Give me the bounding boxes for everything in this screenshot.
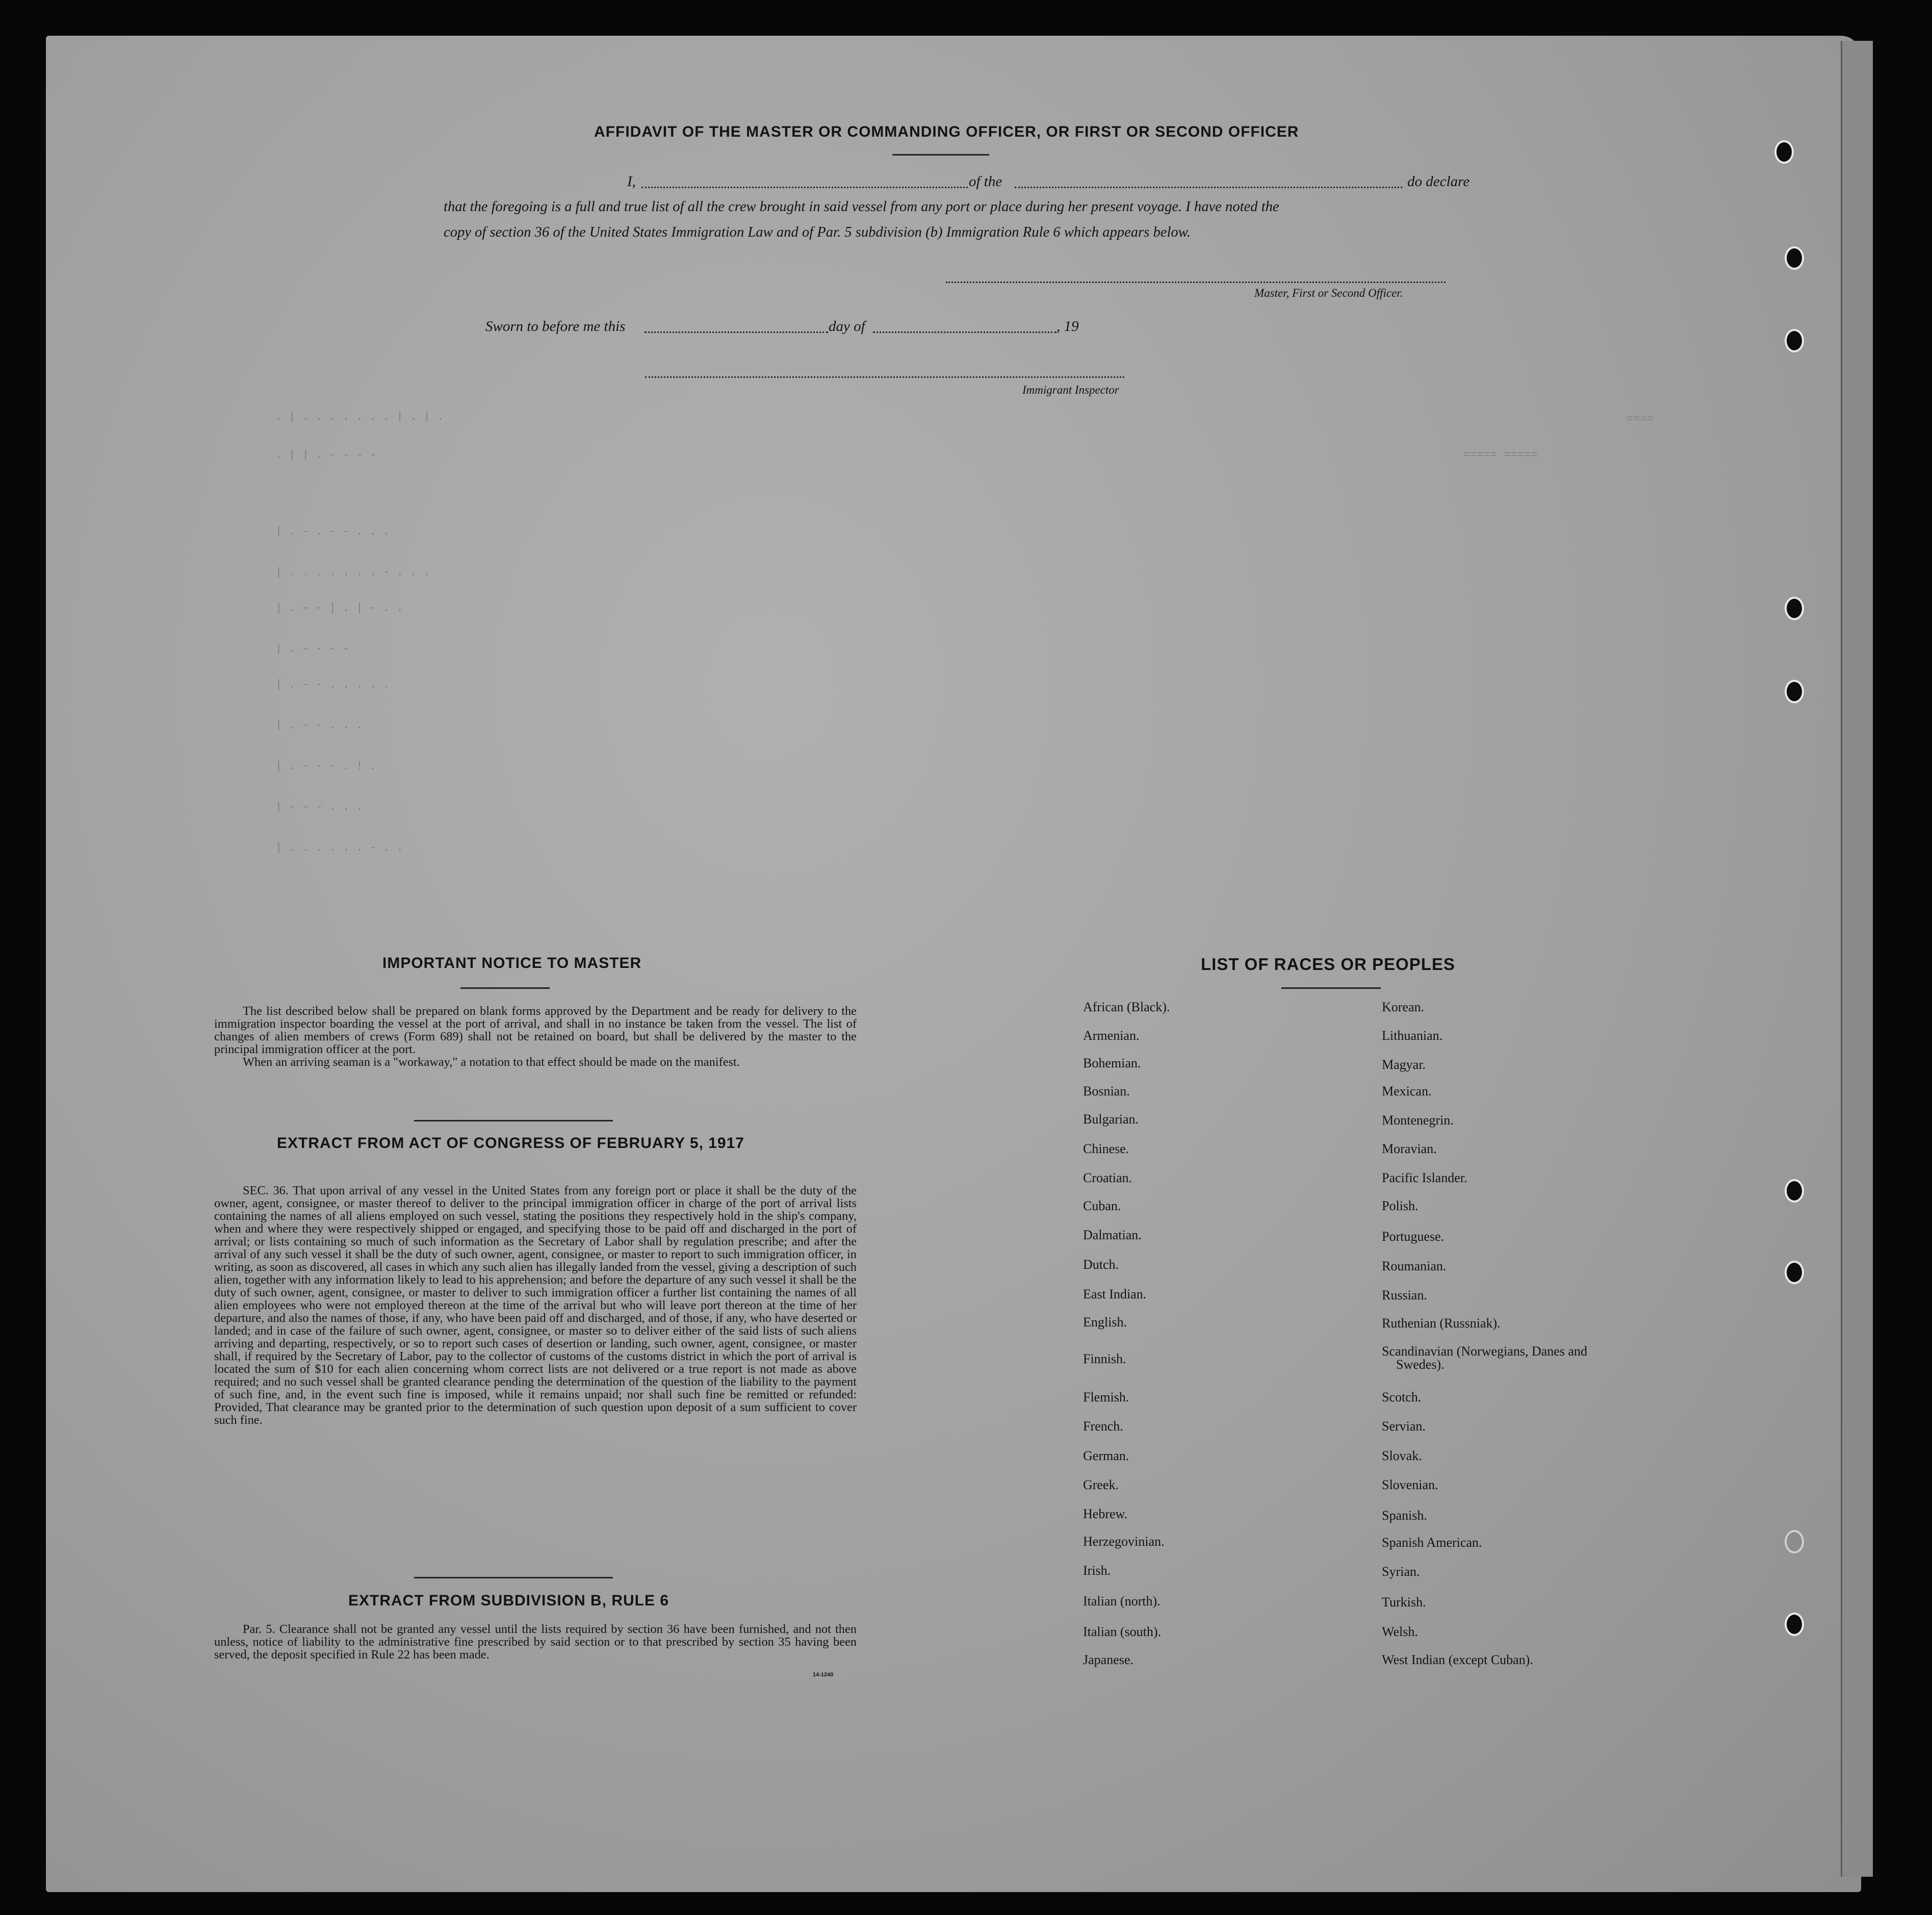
affidavit-line3: copy of section 36 of the United States Immigration Law and of Par. 5 subdivision (b) Immigration Rule 6 which appears below. [444,224,1191,240]
inspector-label: Immigrant Inspector [1022,384,1119,396]
race-item: Slovenian. [1382,1477,1438,1492]
inspector-blank[interactable] [645,376,1124,378]
notice-text [214,1005,857,1068]
race-item: Polish. [1382,1198,1419,1213]
race-item: Spanish. [1382,1508,1427,1523]
next-page-edge [1841,41,1873,1877]
form-number: 14-1240 [813,1672,834,1678]
race-item: Hebrew. [1083,1507,1128,1521]
affidavit-name-blank[interactable] [641,187,968,188]
signature-label: Master, First or Second Officer. [1254,287,1403,299]
race-item: Russian. [1382,1288,1427,1303]
race-item: Roumanian. [1382,1259,1447,1273]
race-item: Greek. [1083,1477,1119,1492]
race-item: Finnish. [1083,1351,1126,1366]
race-item: Herzegovinian. [1083,1534,1165,1549]
race-item: Armenian. [1083,1028,1140,1043]
punch-hole-icon [1785,680,1804,703]
race-item: Korean. [1382,1000,1425,1014]
race-item: Slovak. [1382,1448,1422,1463]
punch-hole-icon [1774,140,1794,164]
affidavit-line1-I: I, [627,173,636,190]
punch-hole-icon [1785,1261,1804,1284]
notice-para-1: The list described below shall be prepared on blank forms approved by the Department and be ready for delivery to the immigration inspector boarding the vessel at the port of arrival, and shall in no instance be taken from the vessel. The list of changes of alien members of crews (Form 689) shall not be retained on board, but shall be delivered by the master to the principal immigration officer at the port. [214,1004,857,1056]
race-item: Welsh. [1382,1624,1418,1639]
extract-act-top-rule [414,1120,613,1121]
extract-rule-heading: EXTRACT FROM SUBDIVISION B, RULE 6 [348,1592,669,1609]
punch-hole-icon [1785,1179,1804,1203]
race-item: English. [1083,1315,1127,1330]
race-item: Turkish. [1382,1595,1426,1610]
sworn-prefix: Sworn to before me this [485,318,626,335]
race-item: Moravian. [1382,1141,1437,1156]
form-page: AFFIDAVIT OF THE MASTER OR COMMANDING OFFICER, OR FIRST OR SECOND OFFICER I, of the do declare that the foregoing is a full and true list of all the crew brought in said vessel from any port or place during her present voyage. I have noted the copy of section 36 of the United States Immigration Law and of Par. 5 subdivision (b) Immigration Rule 6 which appears below. Master, First or Second Officer. Sworn to before me this day of , 19 Immigrant Inspector . | . . . . . . . | . | . . | | . - - - - | . - . - - . . . | . . . . . . . - . . . | . - - | . | - . . | . - - - - | . - - . . . . . | . - - . . . | . - - - . ! . | - - - . . . | . . . . . . - . . ===== ===== ==== IMPORTANT NOTICE TO MASTER The list described below shall be prepared on blank forms approved by the Department and be ready for delivery to the immigration inspector boarding the vessel at the port of arrival, and shall in no instance be taken from the vessel. The list of changes of alien members of crews (Form 689) shall not be retained on board, but shall be delivered by the master to the principal immigration officer at the port. When an arriving seaman is a "workaway," a notation to that effect should be made on the manifest. EXTRACT FROM ACT OF CONGRESS OF FEBRUARY 5, 1917 SEC. 36. That upon arrival of any vessel in the United States from any foreign port or place it shall be the duty of the owner, agent, consignee, or master thereof to deliver to the principal immigration officer in charge of the port of arrival lists containing the names of all aliens employed on such vessel, stating the positions they respectively hold in the ship's company, when and where they were respectively shipped or engaged, and specifying those to be paid off and discharged in the port of arrival; or lists containing so much of such information as the Secretary of Labor shall by regulation prescribe; and after the arrival of any such vessel it shall be the duty of such owner, agent, consignee, or master to report to such immigration officer, in writing, as soon as discovered, all cases in which any such alien has illegally landed from the vessel, giving a description of such alien, together with any information likely to lead to his apprehension; and before the departure of any such vessel it shall be the duty of such owner, agent, consignee, or master to deliver to such immigration officer a further list containing the names of all alien employees who were not employed thereon at the time of the arrival but who will leave port thereon at the time of her departure, and also the names of those, if any, who have been paid off and discharged, and of those, if any, who have deserted or landed; and in case of the failure of such owner, agent, consignee, or master so to deliver either of the said lists of such aliens arriving and departing, respectively, or so to report such cases of desertion or landing, such owner, agent, consignee, or master shall, if required by the Secretary of Labor, pay to the collector of customs of the customs district in which the port of arrival is located the sum of $10 for each alien concerning whom correct lists are not delivered or a true report is not made as above required; and no such vessel shall be granted clearance pending the determination of the question of the liability to the payment of such fine, and, in the event such fine is imposed, while it remains unpaid; nor shall such fine be remitted or refunded: Provided, That clearance may be granted prior to the determination of such question upon deposit of a sum sufficient to cover such fine. EXTRACT FROM SUBDIVISION B, RULE 6 Par. 5. Clearance shall not be granted any vessel until the lists required by section 36 have been furnished, and not then unless, notice of liability to the administrative fine prescribed by said section or to that prescribed by section 35 having been served, the deposit specified in Rule 22 has been made. 14-1240 LIST OF RACES OR PEOPLES African (Black). Armenian. Bohemian. Bosnian. Bulgarian. Chinese. Croatian. Cuban. Dalmatian. Dutch. East Indian. English. Finnish. Flemish. French. German. Greek. Hebrew. Herzegovinian. Irish. Italian (north). Italian (south). Japanese. Korean. Lithuanian. Magyar. Mexican. Montenegrin. Moravian. Pacific Islander. Polish. Portuguese. Roumanian. Russian. Ruthenian (Russniak). Scandinavian (Norwegians, Danes and Swedes). Scotch. Servian. Slovak. Slovenian. Spanish. Spanish American. Syrian. Turkish. Welsh. West Indian (except Cuban). [46,36,1861,1892]
affidavit-line1-declare: do declare [1407,173,1470,190]
notice-heading: IMPORTANT NOTICE TO MASTER [382,955,642,972]
sworn-year: , 19 [1057,318,1079,335]
rule-6-text: Par. 5. Clearance shall not be granted any vessel until the lists required by section 36 have been furnished, and not then unless, notice of liability to the administrative fine prescribed by said section or to that prescribed by section 35 having been served, the deposit specified in Rule 22 has been made. [214,1622,857,1662]
race-item: Dutch. [1083,1257,1119,1272]
affidavit-heading: AFFIDAVIT OF THE MASTER OR COMMANDING OFFICER, OR FIRST OR SECOND OFFICER [594,123,1299,140]
race-item: West Indian (except Cuban). [1382,1652,1533,1667]
race-item: Dalmatian. [1083,1228,1142,1242]
notice-heading-rule [460,987,550,989]
race-item: Syrian. [1382,1564,1420,1579]
extract-rule-text [214,1623,857,1661]
race-item: Ruthenian (Russniak). [1382,1316,1501,1331]
race-item: Italian (south). [1083,1624,1162,1639]
section-36-text: SEC. 36. That upon arrival of any vessel in the United States from any foreign port or place it shall be the duty of the owner, agent, consignee, or master thereof to deliver to the principal immigration officer in charge of the port of arrival lists containing the names of all aliens employed on such vessel, stating the positions they respectively hold in the ship's company, when and where they were respectively shipped or engaged, and specifying those to be paid off and discharged in the port of arrival; or lists containing so much of such information as the Secretary of Labor shall by regulation prescribe; and after the arrival of any such vessel it shall be the duty of such owner, agent, consignee, or master to report to such immigration officer, in writing, as soon as discovered, all cases in which any such alien has illegally landed from the vessel, giving a description of such alien, together with any information likely to lead to his apprehension; and before the departure of any such vessel it shall be the duty of such owner, agent, consignee, or master to deliver to such immigration officer a further list containing the names of all alien employees who were not employed thereon at the time of the arrival but who will leave port thereon at the time of her departure, and also the names of those, if any, who have been paid off and discharged, and of those, if any, who have deserted or landed; and in case of the failure of such owner, agent, consignee, or master so to deliver either of the said lists of such aliens arriving and departing, respectively, or so to report such cases of desertion or landing, such owner, agent, consignee, or master shall, if required by the Secretary of Labor, pay to the collector of customs of the customs district in which the port of arrival is located the sum of $10 for each alien concerning whom correct lists are not delivered or a true report is not made as above required; and no such vessel shall be granted clearance pending the determination of the question of the liability to the payment of such fine, and, in the event such fine is imposed, while it remains unpaid; nor shall such fine be remitted or refunded: Provided, That clearance may be granted prior to the determination of such question upon deposit of a sum sufficient to cover such fine. [214,1184,857,1427]
affidavit-vessel-blank[interactable] [1015,187,1402,188]
race-item: Flemish. [1083,1390,1129,1405]
race-item: Montenegrin. [1382,1113,1454,1128]
punch-hole-icon [1785,1530,1804,1553]
race-item: Chinese. [1083,1141,1129,1156]
race-item: Cuban. [1083,1198,1121,1213]
extract-rule-top-rule [414,1577,613,1578]
extract-act-heading: EXTRACT FROM ACT OF CONGRESS OF FEBRUARY 5, 1917 [277,1135,744,1152]
race-item: Bulgarian. [1083,1112,1139,1127]
extract-act-text [214,1184,857,1426]
race-item: Croatian. [1083,1170,1132,1185]
punch-hole-icon [1785,597,1804,620]
punch-hole-icon [1785,1613,1804,1636]
race-item: Pacific Islander. [1382,1170,1467,1185]
sworn-month-blank[interactable] [873,331,1057,333]
race-item: Portuguese. [1382,1229,1445,1244]
sworn-day-of: day of [829,318,865,335]
race-item: Scotch. [1382,1390,1422,1405]
race-item: French. [1083,1419,1123,1434]
sworn-day-blank[interactable] [645,331,828,333]
race-item: German. [1083,1448,1129,1463]
race-item-text: Scandinavian (Norwegians, Danes and Swedes). [1382,1344,1587,1372]
races-heading-rule [1281,987,1381,989]
affidavit-line2: that the foregoing is a full and true list of all the crew brought in said vessel from any port or place during her present voyage. I have noted the [444,199,1279,215]
race-item: East Indian. [1083,1287,1147,1301]
race-item [1382,1345,1591,1371]
race-item: Bohemian. [1083,1056,1141,1070]
race-item: Mexican. [1382,1084,1432,1099]
race-item: Spanish American. [1382,1535,1482,1550]
race-item: Servian. [1382,1419,1426,1434]
race-item: Lithuanian. [1382,1028,1443,1043]
affidavit-line1-of-the: of the [969,173,1002,190]
affidavit-heading-rule [892,154,989,156]
signature-blank[interactable] [946,282,1446,283]
notice-para-2: When an arriving seaman is a "workaway," a notation to that effect should be made on the manifest. [243,1055,740,1069]
race-item: Japanese. [1083,1652,1134,1667]
race-item: Italian (north). [1083,1594,1161,1608]
race-item: Bosnian. [1083,1084,1130,1099]
punch-hole-icon [1785,246,1804,270]
race-item: Magyar. [1382,1057,1426,1072]
race-item: African (Black). [1083,1000,1170,1014]
race-item: Irish. [1083,1563,1111,1578]
punch-hole-icon [1785,329,1804,352]
races-heading: LIST OF RACES OR PEOPLES [1201,955,1455,974]
